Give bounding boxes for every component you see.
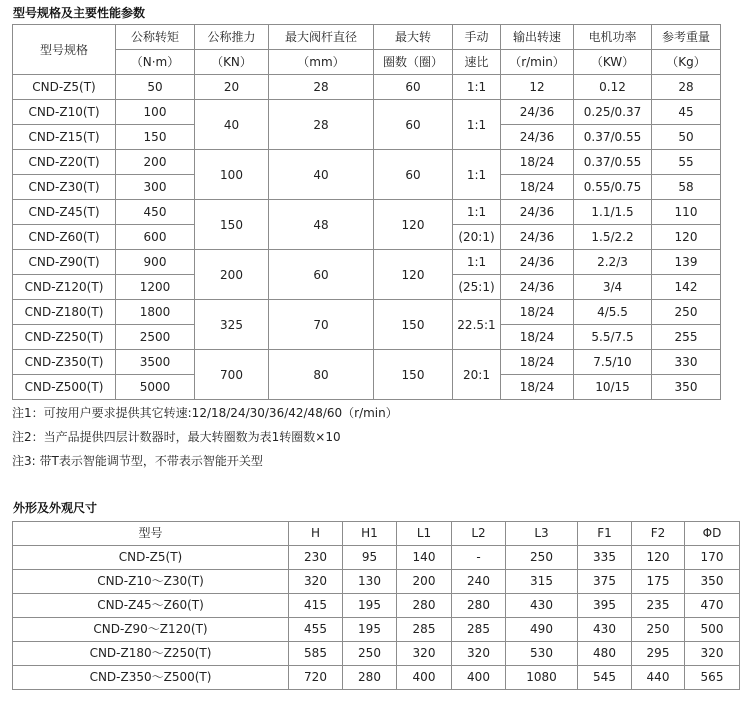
- table-cell: 430: [578, 618, 632, 642]
- table-cell: 110: [652, 200, 721, 225]
- table-cell: 230: [289, 546, 343, 570]
- table-cell: 24/36: [501, 225, 574, 250]
- table-cell: 415: [289, 594, 343, 618]
- table-cell: 142: [652, 275, 721, 300]
- table-row: [13, 594, 740, 618]
- table-cell: 3500: [116, 350, 195, 375]
- spec-header-motor-power: 电机功率: [574, 25, 652, 50]
- table-cell: 200: [116, 150, 195, 175]
- table-cell: 58: [652, 175, 721, 200]
- table-row: [13, 250, 721, 275]
- table-cell: 60: [374, 150, 453, 200]
- table-cell: CND-Z10～Z30(T): [13, 570, 289, 594]
- dims-header-h1: H1: [343, 522, 397, 546]
- table-cell: 300: [116, 175, 195, 200]
- dims-header-row: [13, 522, 740, 546]
- table-cell: 565: [685, 666, 740, 690]
- spec-header-weight-unit: （Kg）: [652, 50, 721, 75]
- table-cell: 320: [289, 570, 343, 594]
- table-cell: 12: [501, 75, 574, 100]
- table-cell: 900: [116, 250, 195, 275]
- table-cell: 139: [652, 250, 721, 275]
- table-row: [13, 350, 721, 375]
- table-cell: 4/5.5: [574, 300, 652, 325]
- table-cell: CND-Z350(T): [13, 350, 116, 375]
- table-cell: 18/24: [501, 325, 574, 350]
- table-cell: 24/36: [501, 100, 574, 125]
- table-cell: 10/15: [574, 375, 652, 400]
- table-cell: 395: [578, 594, 632, 618]
- table-cell: 0.25/0.37: [574, 100, 652, 125]
- dims-header-l2: L2: [452, 522, 506, 546]
- table-cell: 18/24: [501, 175, 574, 200]
- table-cell: 45: [652, 100, 721, 125]
- table-cell: 255: [652, 325, 721, 350]
- table-cell: 530: [506, 642, 578, 666]
- dims-header-f2: F2: [632, 522, 685, 546]
- table-cell: 120: [374, 200, 453, 250]
- table-row: [13, 546, 740, 570]
- table-cell: -: [452, 546, 506, 570]
- spec-header-turns-unit: 圈数（圈）: [374, 50, 453, 75]
- table-cell: 3/4: [574, 275, 652, 300]
- table-cell: 1080: [506, 666, 578, 690]
- table-cell: CND-Z5(T): [13, 546, 289, 570]
- spec-header-torque: 公称转矩: [116, 25, 195, 50]
- spec-table: [12, 24, 721, 400]
- table-cell: 150: [374, 300, 453, 350]
- dims-section-title: 外形及外观尺寸: [13, 501, 98, 515]
- table-cell: 545: [578, 666, 632, 690]
- table-cell: 1200: [116, 275, 195, 300]
- spec-header-ratio-unit: 速比: [453, 50, 501, 75]
- table-cell: 330: [652, 350, 721, 375]
- table-cell: CND-Z15(T): [13, 125, 116, 150]
- table-row: [13, 642, 740, 666]
- table-cell: 250: [506, 546, 578, 570]
- table-cell: 28: [269, 100, 374, 150]
- table-cell: 480: [578, 642, 632, 666]
- table-cell: 700: [195, 350, 269, 400]
- table-cell: 1:1: [453, 250, 501, 275]
- table-row: [13, 150, 721, 175]
- table-cell: 0.37/0.55: [574, 125, 652, 150]
- table-cell: 28: [269, 75, 374, 100]
- table-row: [13, 300, 721, 325]
- table-cell: 60: [374, 100, 453, 150]
- table-cell: 40: [269, 150, 374, 200]
- table-cell: 320: [397, 642, 452, 666]
- table-cell: 285: [452, 618, 506, 642]
- table-cell: 195: [343, 594, 397, 618]
- dims-header-phid: ΦD: [685, 522, 740, 546]
- table-cell: 1:1: [453, 100, 501, 150]
- table-cell: 0.55/0.75: [574, 175, 652, 200]
- table-row: [13, 100, 721, 125]
- table-cell: 70: [269, 300, 374, 350]
- table-cell: 130: [343, 570, 397, 594]
- table-cell: 50: [116, 75, 195, 100]
- spec-header-row-top: [13, 25, 721, 50]
- table-cell: 18/24: [501, 375, 574, 400]
- table-cell: CND-Z10(T): [13, 100, 116, 125]
- table-cell: 7.5/10: [574, 350, 652, 375]
- table-cell: 48: [269, 200, 374, 250]
- table-cell: 28: [652, 75, 721, 100]
- table-cell: 1.5/2.2: [574, 225, 652, 250]
- table-cell: 40: [195, 100, 269, 150]
- table-cell: 22.5:1: [453, 300, 501, 350]
- spec-header-thrust: 公称推力: [195, 25, 269, 50]
- spec-header-weight: 参考重量: [652, 25, 721, 50]
- table-cell: 5.5/7.5: [574, 325, 652, 350]
- table-cell: 320: [685, 642, 740, 666]
- table-row: [13, 618, 740, 642]
- spec-header-output-speed: 输出转速: [501, 25, 574, 50]
- table-cell: 250: [343, 642, 397, 666]
- table-cell: 18/24: [501, 300, 574, 325]
- table-cell: 1:1: [453, 150, 501, 200]
- table-cell: 175: [632, 570, 685, 594]
- table-cell: 150: [116, 125, 195, 150]
- table-cell: 120: [652, 225, 721, 250]
- table-cell: 150: [374, 350, 453, 400]
- table-cell: 440: [632, 666, 685, 690]
- table-cell: 320: [452, 642, 506, 666]
- table-cell: CND-Z180(T): [13, 300, 116, 325]
- table-cell: 0.12: [574, 75, 652, 100]
- spec-header-power-unit: （KW）: [574, 50, 652, 75]
- table-cell: CND-Z90(T): [13, 250, 116, 275]
- table-cell: 24/36: [501, 125, 574, 150]
- table-cell: 24/36: [501, 200, 574, 225]
- table-cell: 20:1: [453, 350, 501, 400]
- table-cell: 60: [269, 250, 374, 300]
- table-cell: 500: [685, 618, 740, 642]
- table-cell: 24/36: [501, 250, 574, 275]
- table-cell: 170: [685, 546, 740, 570]
- note-1: 注1：可按用户要求提供其它转速:12/18/24/30/36/42/48/60（r/min）: [12, 406, 398, 420]
- table-cell: 1800: [116, 300, 195, 325]
- table-cell: CND-Z45(T): [13, 200, 116, 225]
- dims-header-l3: L3: [506, 522, 578, 546]
- spec-header-stem-unit: （mm）: [269, 50, 374, 75]
- table-row: [13, 570, 740, 594]
- table-cell: 285: [397, 618, 452, 642]
- table-cell: 250: [632, 618, 685, 642]
- table-row: [13, 666, 740, 690]
- table-cell: 325: [195, 300, 269, 350]
- table-cell: CND-Z500(T): [13, 375, 116, 400]
- table-cell: CND-Z5(T): [13, 75, 116, 100]
- table-cell: 470: [685, 594, 740, 618]
- table-row: [13, 75, 721, 100]
- table-cell: CND-Z90～Z120(T): [13, 618, 289, 642]
- table-cell: CND-Z20(T): [13, 150, 116, 175]
- table-cell: 100: [195, 150, 269, 200]
- table-cell: 720: [289, 666, 343, 690]
- table-cell: 1:1: [453, 75, 501, 100]
- table-cell: 2.2/3: [574, 250, 652, 275]
- table-cell: 350: [652, 375, 721, 400]
- table-cell: CND-Z120(T): [13, 275, 116, 300]
- table-cell: CND-Z180～Z250(T): [13, 642, 289, 666]
- table-cell: 200: [397, 570, 452, 594]
- table-cell: 24/36: [501, 275, 574, 300]
- table-cell: 400: [397, 666, 452, 690]
- note-2: 注2：当产品提供四层计数器时，最大转圈数为表1转圈数×10: [12, 430, 341, 444]
- table-cell: 50: [652, 125, 721, 150]
- dims-header-h: H: [289, 522, 343, 546]
- table-cell: 120: [374, 250, 453, 300]
- table-cell: 450: [116, 200, 195, 225]
- table-cell: 18/24: [501, 350, 574, 375]
- spec-header-row-bottom: [13, 50, 721, 75]
- table-cell: 430: [506, 594, 578, 618]
- table-cell: 55: [652, 150, 721, 175]
- table-cell: 585: [289, 642, 343, 666]
- table-cell: CND-Z45～Z60(T): [13, 594, 289, 618]
- table-cell: 120: [632, 546, 685, 570]
- table-cell: 1:1: [453, 200, 501, 225]
- spec-section-title: 型号规格及主要性能参数: [13, 6, 146, 20]
- table-cell: 60: [374, 75, 453, 100]
- spec-header-manual-ratio: 手动: [453, 25, 501, 50]
- table-cell: 315: [506, 570, 578, 594]
- table-cell: 20: [195, 75, 269, 100]
- table-cell: 280: [452, 594, 506, 618]
- table-cell: (20:1): [453, 225, 501, 250]
- table-cell: 240: [452, 570, 506, 594]
- table-cell: 490: [506, 618, 578, 642]
- table-cell: 375: [578, 570, 632, 594]
- table-cell: 350: [685, 570, 740, 594]
- table-cell: 400: [452, 666, 506, 690]
- spec-header-model: 型号规格: [13, 25, 116, 75]
- dims-header-l1: L1: [397, 522, 452, 546]
- table-cell: 280: [343, 666, 397, 690]
- spec-header-max-turns: 最大转: [374, 25, 453, 50]
- note-3: 注3: 带T表示智能调节型，不带表示智能开关型: [12, 454, 263, 468]
- table-cell: 1.1/1.5: [574, 200, 652, 225]
- table-cell: 2500: [116, 325, 195, 350]
- table-cell: CND-Z30(T): [13, 175, 116, 200]
- table-cell: 0.37/0.55: [574, 150, 652, 175]
- spec-header-stem-diameter: 最大阀杆直径: [269, 25, 374, 50]
- table-cell: 235: [632, 594, 685, 618]
- dims-header-model: 型号: [13, 522, 289, 546]
- table-cell: 335: [578, 546, 632, 570]
- table-cell: (25:1): [453, 275, 501, 300]
- table-cell: 140: [397, 546, 452, 570]
- dims-table: [12, 521, 740, 690]
- table-row: [13, 200, 721, 225]
- table-cell: 455: [289, 618, 343, 642]
- table-cell: 150: [195, 200, 269, 250]
- table-cell: 250: [652, 300, 721, 325]
- table-cell: CND-Z250(T): [13, 325, 116, 350]
- table-cell: 195: [343, 618, 397, 642]
- table-cell: 80: [269, 350, 374, 400]
- table-cell: CND-Z60(T): [13, 225, 116, 250]
- table-cell: 600: [116, 225, 195, 250]
- dims-header-f1: F1: [578, 522, 632, 546]
- table-cell: 280: [397, 594, 452, 618]
- table-cell: 95: [343, 546, 397, 570]
- table-cell: 5000: [116, 375, 195, 400]
- spec-header-torque-unit: （N·m）: [116, 50, 195, 75]
- table-cell: 295: [632, 642, 685, 666]
- spec-header-thrust-unit: （KN）: [195, 50, 269, 75]
- table-cell: 200: [195, 250, 269, 300]
- spec-header-speed-unit: （r/min）: [501, 50, 574, 75]
- table-cell: 18/24: [501, 150, 574, 175]
- table-cell: CND-Z350～Z500(T): [13, 666, 289, 690]
- table-cell: 100: [116, 100, 195, 125]
